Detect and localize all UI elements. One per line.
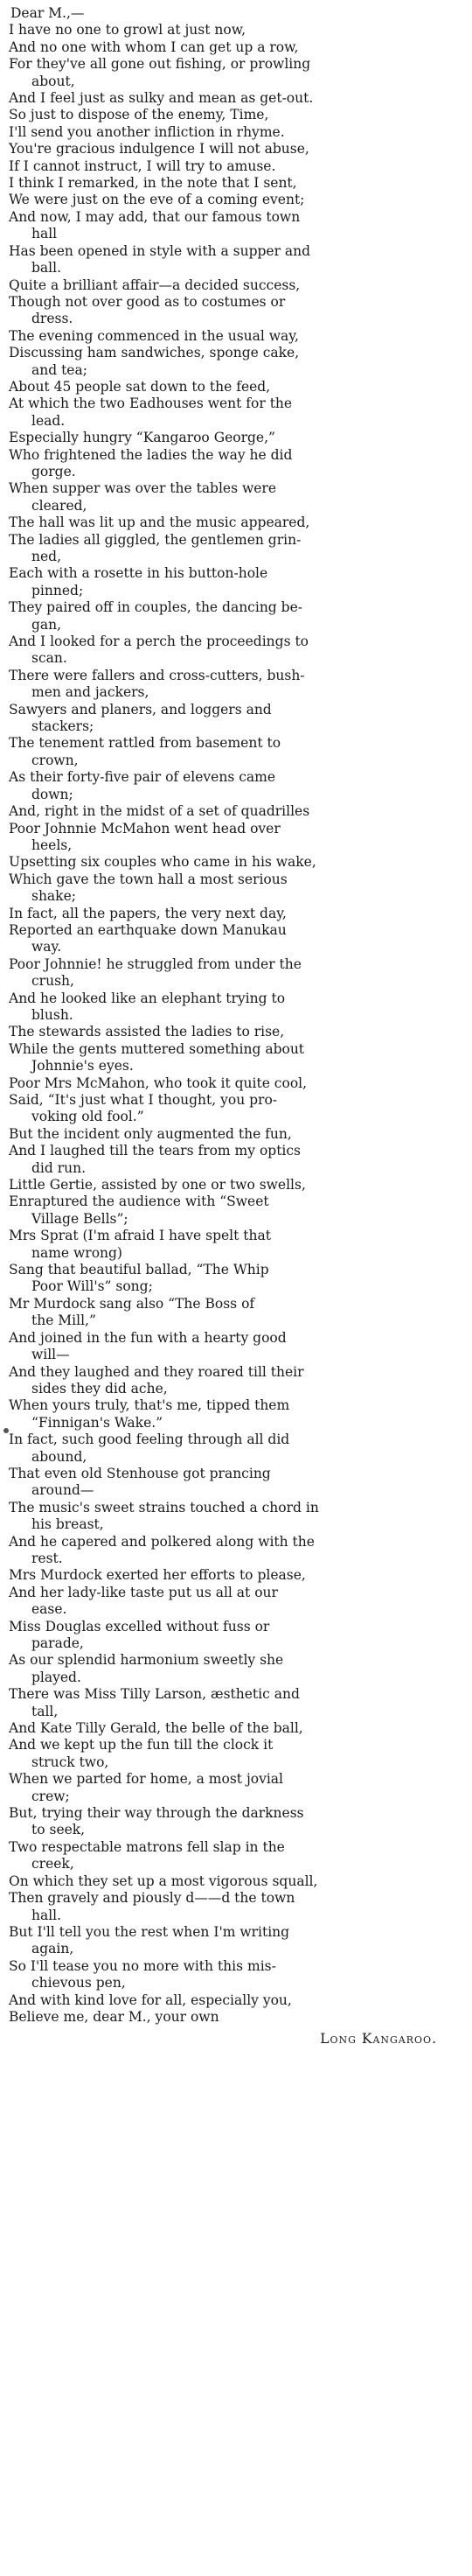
poem-line: The ladies all giggled, the gentlemen grin-	[9, 531, 302, 548]
poem-line: Discussing ham sandwiches, sponge cake,	[9, 345, 300, 361]
poem-line: But the incident only augmented the fun,	[9, 1125, 292, 1142]
poem-line: For they've all gone out fishing, or prowling	[9, 56, 311, 73]
poem-line: Then gravely and piously d——d the town	[9, 1890, 295, 1907]
poem-line: Little Gertie, assisted by one or two swells,	[9, 1177, 306, 1194]
poem-line: hall.	[31, 1907, 62, 1923]
poem-line: Two respectable matrons fell slap in the	[9, 1838, 285, 1855]
poem-line: lead.	[31, 412, 66, 429]
poem-line: And he looked like an elephant trying to	[9, 990, 286, 1006]
poem-line: And, right in the midst of a set of quadrilles	[9, 803, 310, 820]
poem-line: ball.	[31, 260, 62, 276]
poem-line: And they laughed and they roared till their	[9, 1363, 304, 1380]
poem-line: men and jackers,	[31, 684, 149, 701]
poem-line: When yours truly, that's me, tipped them	[9, 1397, 290, 1414]
print-speck	[3, 1428, 9, 1433]
poem-line: Mrs Sprat (I'm afraid I have spelt that	[9, 1228, 271, 1244]
poem-line: Each with a rosette in his button-hole	[9, 565, 268, 582]
poem-line: ease.	[31, 1601, 67, 1618]
poem-line: That even old Stenhouse got prancing	[9, 1465, 271, 1481]
poem-line: chievous pen,	[31, 1975, 126, 1992]
poem-line: In fact, such good feeling through all did	[9, 1432, 290, 1448]
poem-line: gorge.	[31, 463, 76, 480]
poem-line: And Kate Tilly Gerald, the belle of the ball,	[9, 1720, 303, 1737]
poem-line: the Mill,”	[31, 1312, 96, 1329]
poem-line: crush,	[31, 973, 74, 990]
poem-line: Who frightened the ladies the way he did	[9, 446, 293, 463]
poem-line: Johnnie's eyes.	[31, 1058, 134, 1074]
poem-line: parade,	[31, 1635, 84, 1651]
poem-line: hall	[31, 226, 58, 242]
poem-line: And I laughed till the tears from my optics	[9, 1143, 302, 1159]
poem-line: And joined in the fun with a hearty good	[9, 1329, 287, 1346]
poem-line: down;	[31, 786, 73, 802]
poem-line: voking old fool.”	[31, 1109, 144, 1125]
poem-line: The music's sweet strains touched a chord in	[9, 1499, 319, 1516]
poem-line: The stewards assisted the ladies to rise,	[9, 1024, 285, 1040]
poem-line: And he capered and polkered along with the	[9, 1533, 315, 1550]
signature: Long Kangaroo.	[320, 2031, 437, 2048]
poem-line: When supper was over the tables were	[9, 480, 277, 497]
poem-line: his breast,	[31, 1516, 104, 1533]
poem-line: We were just on the eve of a coming event;	[9, 192, 305, 208]
poem-line: I'll send you another infliction in rhyme.	[9, 123, 285, 140]
poem-line: about,	[31, 73, 75, 89]
poem-line: stackers;	[31, 718, 94, 735]
poem-line: Reported an earthquake down Manukau	[9, 921, 287, 938]
poem-line: heels,	[31, 836, 73, 853]
poem-line: Believe me, dear M., your own	[9, 2008, 219, 2025]
poem-line: Poor Johnnie! he struggled from under the	[9, 956, 302, 972]
poem-body	[9, 22, 463, 2026]
poem-line: As our splendid harmonium sweetly she	[9, 1652, 284, 1669]
poem-line: shake;	[31, 888, 76, 905]
poem-line: Miss Douglas excelled without fuss or	[9, 1618, 270, 1634]
poem-line: So I'll tease you no more with this mis-	[9, 1957, 276, 1974]
poem-line: At which the two Eadhouses went for the	[9, 396, 293, 412]
poem-line: The tenement rattled from basement to	[9, 735, 281, 752]
poem-line: “Finnigan's Wake.”	[31, 1414, 163, 1431]
poem-line: And her lady-like taste put us all at our	[9, 1584, 278, 1600]
poem-line: But I'll tell you the rest when I'm writing	[9, 1923, 290, 1940]
poem-line: Has been opened in style with a supper and	[9, 242, 311, 259]
poem-line: They paired off in couples, the dancing be-	[9, 599, 302, 616]
poem-line: When we parted for home, a most jovial	[9, 1771, 283, 1788]
poem-line: pinned;	[31, 582, 84, 598]
poem-line: The hall was lit up and the music appeared,	[9, 514, 310, 531]
poem-line: Mr Murdock sang also “The Boss of	[9, 1295, 255, 1312]
poem-line: rest.	[31, 1550, 63, 1566]
poem-line: scan.	[31, 650, 67, 667]
poem-line: Poor Mrs McMahon, who took it quite cool,	[9, 1074, 308, 1091]
poem-line: dress.	[31, 311, 73, 327]
poem-line: struck two,	[31, 1754, 109, 1770]
poem-line: On which they set up a most vigorous squall,	[9, 1872, 318, 1889]
poem-line: creek,	[31, 1856, 74, 1872]
poem-line: did run.	[31, 1159, 87, 1176]
poem-line: sides they did ache,	[31, 1380, 168, 1396]
poem-line: to seek,	[31, 1822, 86, 1838]
poem-line: around—	[31, 1482, 94, 1499]
poem-line: ned,	[31, 549, 62, 564]
poem-line: But, trying their way through the darkness	[9, 1805, 304, 1822]
poem-line: In fact, all the papers, the very next day,	[9, 905, 287, 921]
poem-line: I have no one to growl at just now,	[9, 22, 246, 38]
poem-line: Village Bells”;	[31, 1210, 128, 1227]
poem-line: crown,	[31, 752, 79, 768]
poem-line: crew;	[31, 1788, 70, 1804]
poem-line: name wrong)	[31, 1244, 122, 1261]
poem-line: again,	[31, 1941, 74, 1957]
poem-line: While the gents muttered something about	[9, 1040, 305, 1057]
poem-line: Upsetting six couples who came in his wake,	[9, 854, 316, 871]
poem-line: Enraptured the audience with “Sweet	[9, 1194, 269, 1210]
poem-line: played.	[31, 1669, 81, 1685]
poem-line: Especially hungry “Kangaroo George,”	[9, 430, 275, 446]
poem-line: There was Miss Tilly Larson, æsthetic and	[9, 1686, 300, 1703]
poem-line: blush.	[31, 1006, 73, 1023]
poem-line: gan,	[31, 616, 62, 633]
poem-line: way.	[31, 939, 62, 956]
poem-line: Quite a brilliant affair—a decided success,	[9, 276, 301, 293]
poem-line: So just to dispose of the enemy, Time,	[9, 107, 269, 123]
poem-line: Which gave the town hall a most serious	[9, 871, 288, 887]
poem-line: Poor Will's” song;	[31, 1278, 153, 1295]
poem-line: There were fallers and cross-cutters, bush-	[9, 667, 305, 683]
poem-line: And no one with whom I can get up a row,	[9, 38, 299, 55]
poem-line: Though not over good as to costumes or	[9, 293, 286, 310]
poem-line: Sawyers and planers, and loggers and	[9, 701, 272, 718]
poem-line: and tea;	[31, 361, 87, 378]
poem-line: will—	[31, 1347, 70, 1363]
salutation: Dear M.,—	[10, 5, 85, 21]
poem-line: And we kept up the fun till the clock it	[9, 1737, 274, 1754]
poem-line: abound,	[31, 1448, 87, 1465]
poem-line: And I feel just as sulky and mean as get-out.	[9, 90, 314, 107]
poem-line: tall,	[31, 1703, 59, 1719]
poem-line: And I looked for a perch the proceedings to	[9, 634, 309, 650]
poem-line: Poor Johnnie McMahon went head over	[9, 820, 281, 836]
poem-line: You're gracious indulgence I will not abuse,	[9, 141, 309, 158]
poem-line: As their forty-five pair of elevens came	[9, 769, 275, 786]
poem-line: Mrs Murdock exerted her efforts to please,	[9, 1567, 306, 1584]
poem-line: And with kind love for all, especially you,	[9, 1992, 292, 2008]
poem-line: Said, “It's just what I thought, you pro-	[9, 1092, 278, 1108]
poem-line: Sang that beautiful ballad, “The Whip	[9, 1262, 269, 1278]
poem-line: And now, I may add, that our famous town	[9, 208, 301, 225]
poem-line: cleared,	[31, 497, 87, 514]
poem-line: About 45 people sat down to the feed,	[9, 378, 271, 395]
poem-line: If I cannot instruct, I will try to amuse.	[9, 158, 276, 174]
poem-line: I think I remarked, in the note that I sent,	[9, 175, 297, 192]
poem-line: The evening commenced in the usual way,	[9, 327, 299, 344]
